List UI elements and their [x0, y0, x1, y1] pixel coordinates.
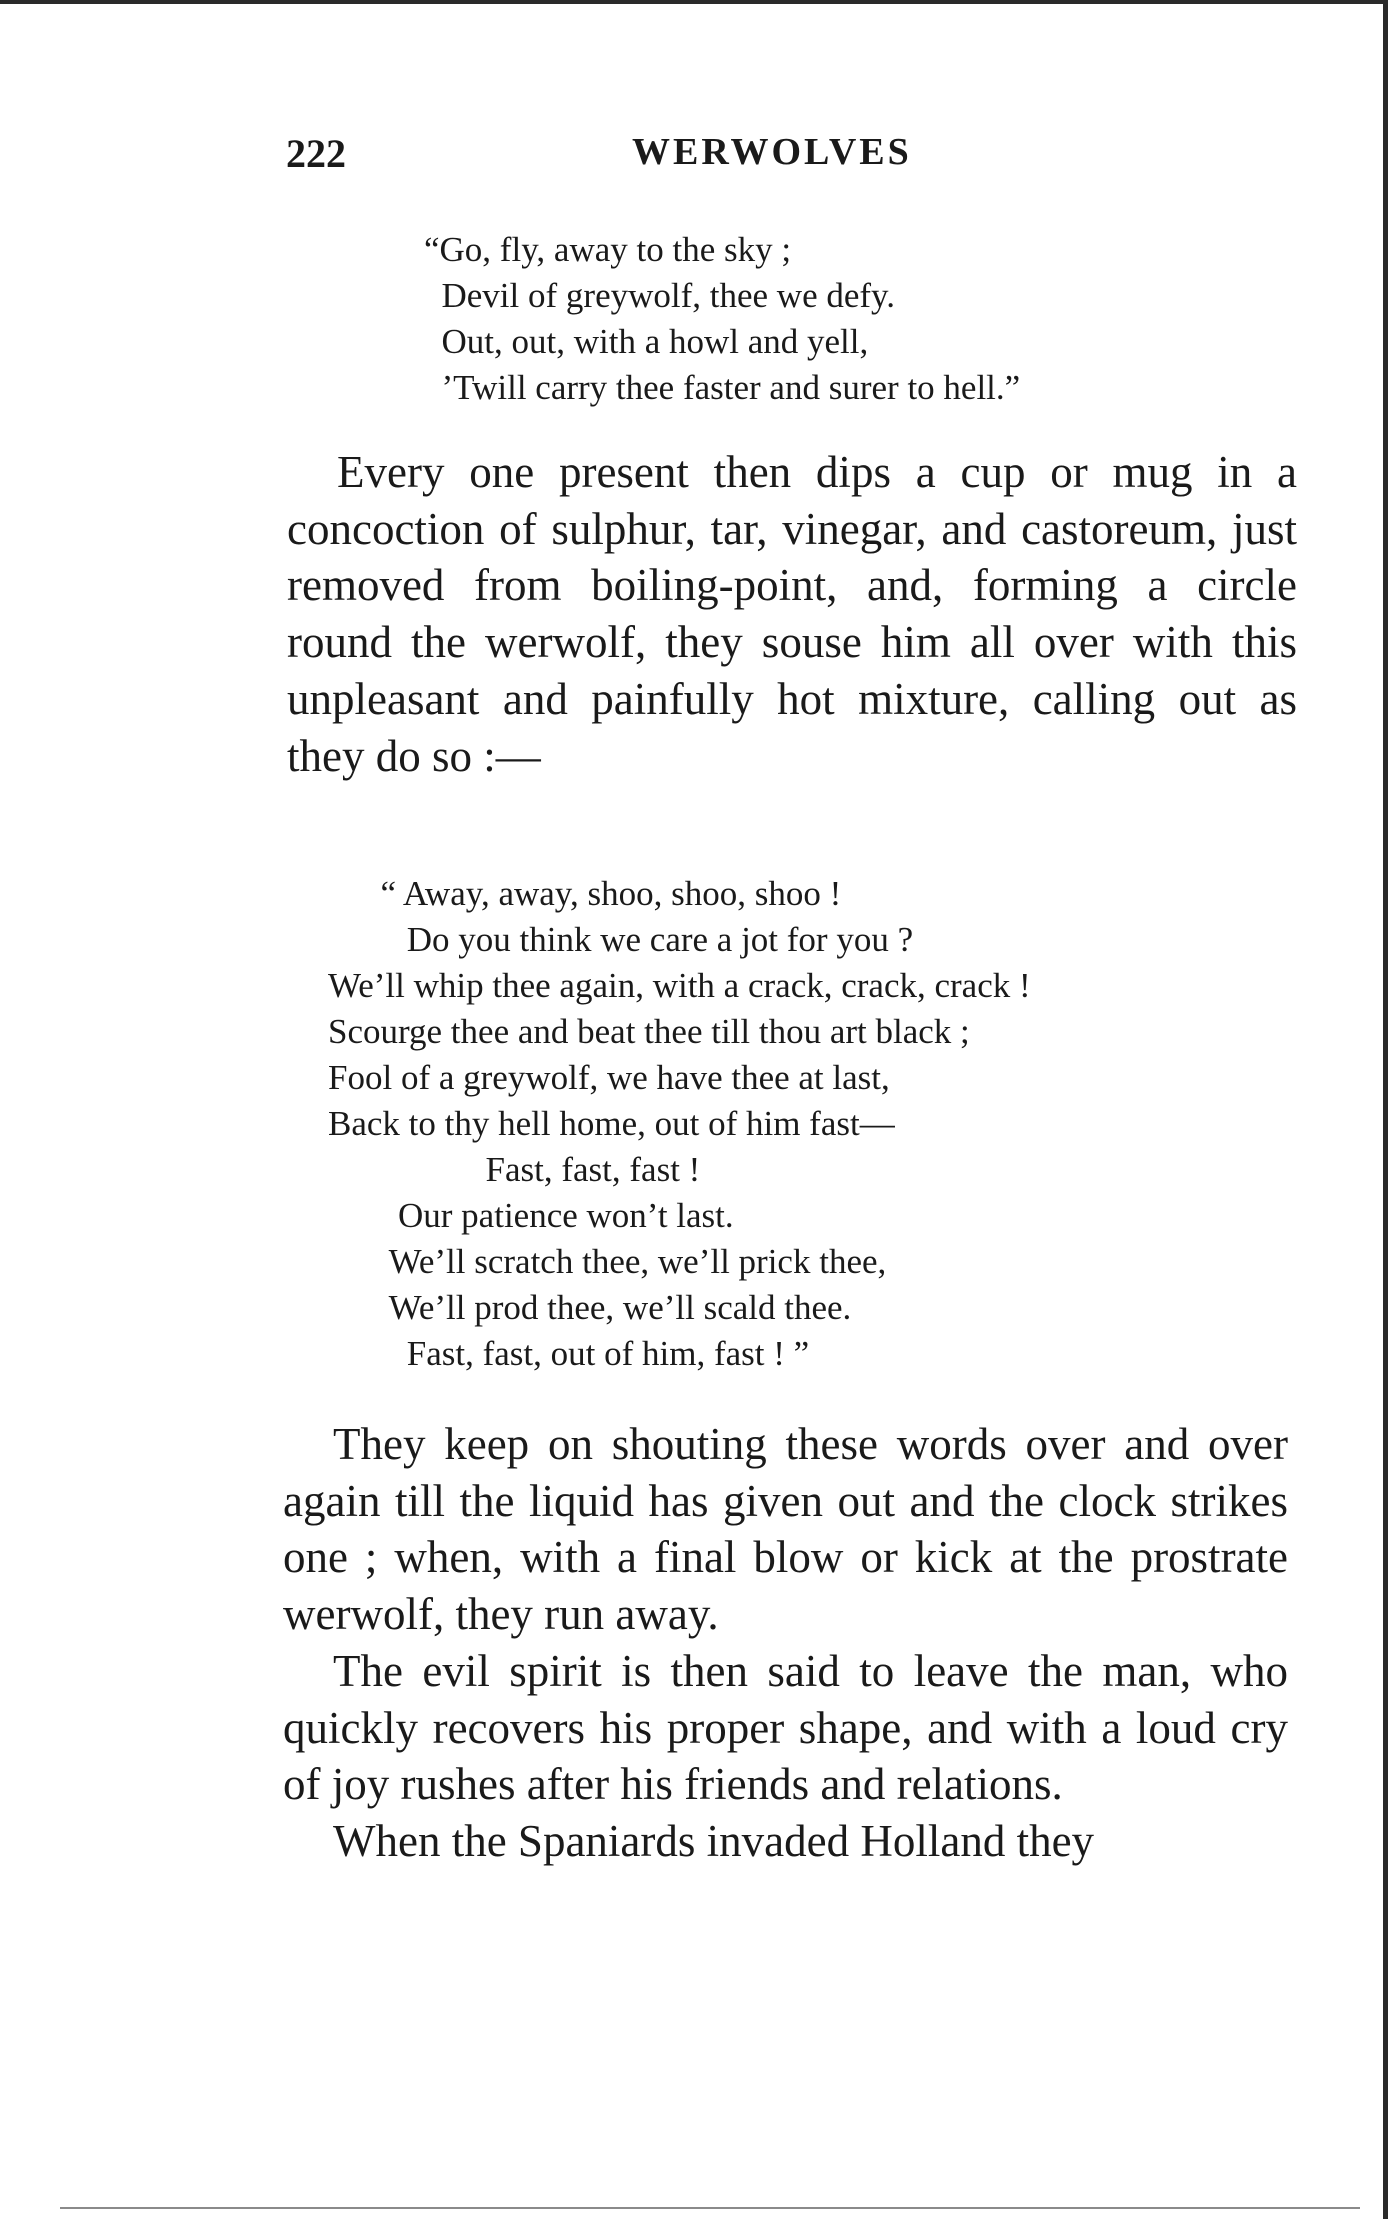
paragraph-2: They keep on shouting these words over and over again till the liquid has given out and the clock strikes one ; when, with a final blow or kick at the prostrate werwolf, they run away. [283, 1419, 1288, 1640]
paragraph-3: The evil spirit is then said to leave the man, who quickly recovers his proper shape, and with a loud cry of joy rushes after his friends and relations. [283, 1645, 1288, 1810]
page-top-edge [0, 0, 1388, 4]
page-header [286, 130, 1286, 180]
verse-line: We’ll prod thee, we’ll scald thee. [328, 1288, 852, 1327]
prose-block-2 [283, 1416, 1288, 1870]
verse-block-2 [328, 871, 1031, 1377]
verse-line: Do you think we care a jot for you ? [328, 920, 914, 959]
paragraph-4: When the Spaniards invaded Holland they [333, 1815, 1095, 1866]
page-right-edge [1383, 0, 1388, 2219]
running-head: WERWOLVES [632, 131, 912, 173]
verse-line: Fast, fast, out of him, fast ! ” [328, 1334, 810, 1373]
verse-line: Scourge thee and beat thee till thou art black ; [328, 1012, 970, 1051]
verse-line: We’ll whip thee again, with a crack, crack, crack ! [328, 966, 1031, 1005]
verse-block-1 [424, 227, 1020, 411]
verse-line: Our patience won’t last. [328, 1196, 734, 1235]
verse-line: ’Twill carry thee faster and surer to hell.” [424, 368, 1021, 407]
verse-line: “ Away, away, shoo, shoo, shoo ! [328, 874, 842, 913]
verse-line: Devil of greywolf, thee we defy. [424, 276, 896, 315]
verse-line: Fool of a greywolf, we have thee at last, [328, 1058, 890, 1097]
verse-line: Back to thy hell home, out of him fast— [328, 1104, 895, 1143]
page-number: 222 [286, 131, 346, 176]
verse-line: Fast, fast, fast ! [328, 1150, 701, 1189]
verse-line: “Go, fly, away to the sky ; [424, 230, 792, 269]
paragraph-1: Every one present then dips a cup or mug in a concoction of sulphur, tar, vinegar, and castoreum, just removed from boiling-point, and, forming a circle round the werwolf, they souse him all over with this unpleasant and painfully hot mixture, calling out as they do so :— [287, 447, 1297, 781]
verse-line: We’ll scratch thee, we’ll prick thee, [328, 1242, 887, 1281]
prose-block-1 [287, 444, 1297, 784]
verse-line: Out, out, with a howl and yell, [424, 322, 869, 361]
page-bottom-edge [60, 2207, 1360, 2209]
